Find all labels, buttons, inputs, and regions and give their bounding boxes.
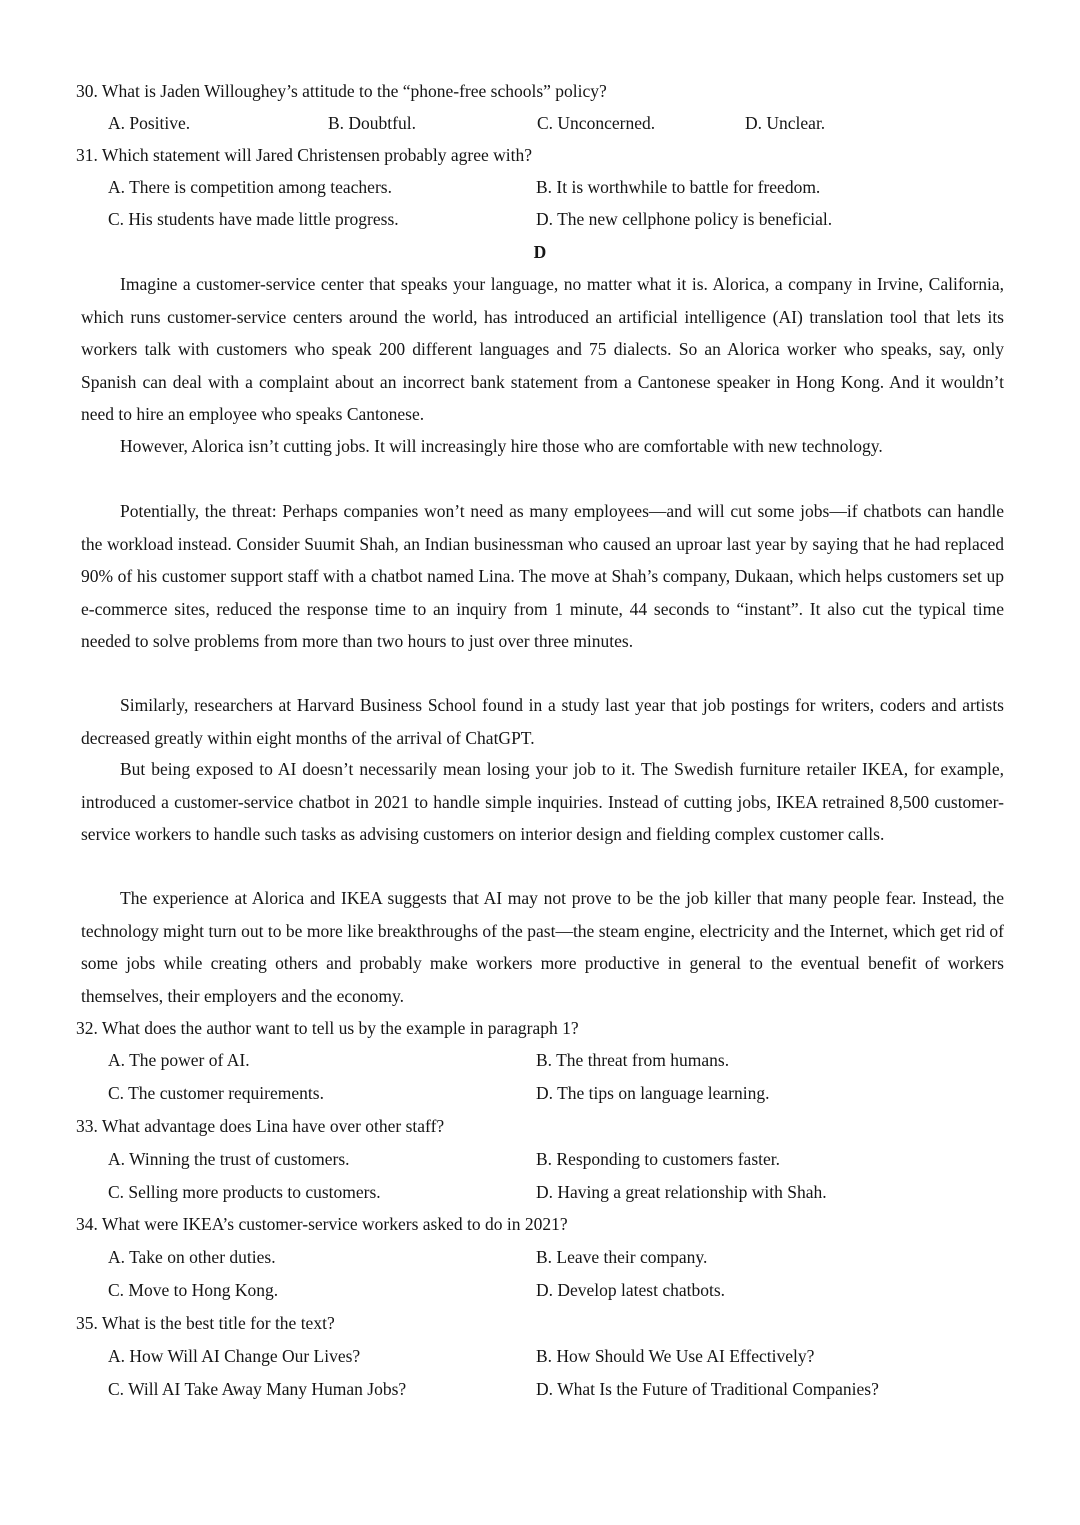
- question-35-option-d: D. What Is the Future of Traditional Companies?: [536, 1379, 879, 1399]
- question-34-stem: 34. What were IKEA’s customer-service workers asked to do in 2021?: [76, 1214, 568, 1234]
- question-33-option-b: B. Responding to customers faster.: [536, 1149, 781, 1169]
- passage-paragraph-4: Similarly, researchers at Harvard Business School found in a study last year that job postings for writers, coders and artists decreased greatly within eight months of the arrival of ChatGPT.: [81, 695, 1004, 748]
- question-31-option-d: D. The new cellphone policy is beneficial.: [536, 209, 833, 229]
- question-35-stem: 35. What is the best title for the text?: [76, 1313, 335, 1333]
- question-31-option-a: A. There is competition among teachers.: [108, 177, 392, 197]
- question-31-option-b: B. It is worthwhile to battle for freedom.: [536, 177, 821, 197]
- question-31-stem: 31. Which statement will Jared Christensen probably agree with?: [76, 145, 533, 165]
- passage-paragraph-2: However, Alorica isn’t cutting jobs. It will increasingly hire those who are comfortable with new technology.: [120, 436, 883, 456]
- passage-paragraph-6: The experience at Alorica and IKEA suggests that AI may not prove to be the job killer that many people fear. Instead, the technology might turn out to be more like breakthroughs of the past—the steam engine, electricity and the Internet, which get rid of some jobs while creating others and probably make workers more productive in general to the eventual benefit of workers themselves, their employers and the economy.: [81, 888, 1004, 1006]
- question-33-option-d: D. Having a great relationship with Shah.: [536, 1182, 827, 1202]
- question-34-option-a: A. Take on other duties.: [108, 1247, 276, 1267]
- question-30-option-d: D. Unclear.: [745, 113, 826, 133]
- question-34-option-c: C. Move to Hong Kong.: [108, 1280, 279, 1300]
- question-33-option-c: C. Selling more products to customers.: [108, 1182, 381, 1202]
- question-30-option-c: C. Unconcerned.: [537, 113, 656, 133]
- question-30-option-a: A. Positive.: [108, 113, 191, 133]
- passage-paragraph-1: Imagine a customer-service center that speaks your language, no matter what it is. Alorica, a company in Irvine, California, which runs customer-service centers around the world, has introduced an artificial intelligence (AI) translation tool that lets its workers talk with customers who speak 200 different languages and 75 dialects. So an Alorica worker who speaks, say, only Spanish can deal with a complaint about an incorrect bank statement from a Cantonese speaker in Hong Kong. And it wouldn’t need to hire an employee who speaks Cantonese.: [81, 274, 1004, 424]
- question-35-option-c: C. Will AI Take Away Many Human Jobs?: [108, 1379, 407, 1399]
- question-32-stem: 32. What does the author want to tell us by the example in paragraph 1?: [76, 1018, 579, 1038]
- question-33-option-a: A. Winning the trust of customers.: [108, 1149, 350, 1169]
- question-32-option-d: D. The tips on language learning.: [536, 1083, 770, 1103]
- question-31-option-c: C. His students have made little progress.: [108, 209, 399, 229]
- question-35-option-b: B. How Should We Use AI Effectively?: [536, 1346, 815, 1366]
- question-30-stem: 30. What is Jaden Willoughey’s attitude to the “phone-free schools” policy?: [76, 81, 607, 101]
- question-35-option-a: A. How Will AI Change Our Lives?: [108, 1346, 361, 1366]
- question-32-option-a: A. The power of AI.: [108, 1050, 250, 1070]
- question-30-option-b: B. Doubtful.: [328, 113, 416, 133]
- question-32-option-b: B. The threat from humans.: [536, 1050, 730, 1070]
- passage-paragraph-3: Potentially, the threat: Perhaps companies won’t need as many employees—and will cut some jobs—if chatbots can handle the workload instead. Consider Suumit Shah, an Indian businessman who caused an uproar last year by saying that he had replaced 90% of his customer support staff with a chatbot named Lina. The move at Shah’s company, Dukaan, which helps customers set up e-commerce sites, reduced the response time to an inquiry from 1 minute, 44 seconds to “instant”. It also cut the typical time needed to solve problems from more than two hours to just over three minutes.: [81, 501, 1004, 651]
- question-33-stem: 33. What advantage does Lina have over other staff?: [76, 1116, 445, 1136]
- passage-paragraph-5: But being exposed to AI doesn’t necessarily mean losing your job to it. The Swedish furniture retailer IKEA, for example, introduced a customer-service chatbot in 2021 to handle simple inquiries. Instead of cutting jobs, IKEA retrained 8,500 customer-service workers to handle such tasks as advising customers on interior design and fielding complex customer calls.: [81, 759, 1004, 844]
- question-34-option-b: B. Leave their company.: [536, 1247, 708, 1267]
- question-32-option-c: C. The customer requirements.: [108, 1083, 324, 1103]
- question-34-option-d: D. Develop latest chatbots.: [536, 1280, 726, 1300]
- section-heading: D: [533, 242, 547, 262]
